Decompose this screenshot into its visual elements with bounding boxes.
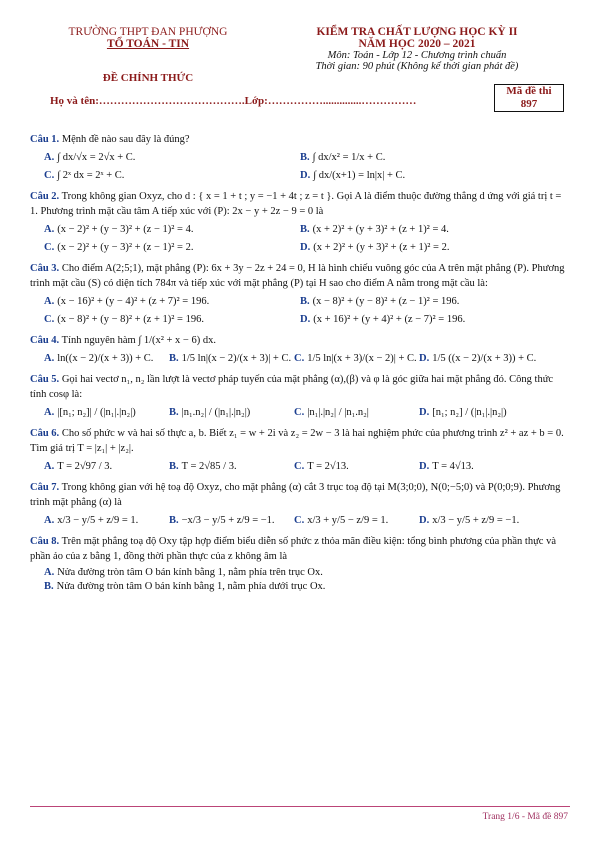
option-a: A. (x − 16)² + (y − 4)² + (z + 7)² = 196. bbox=[44, 296, 210, 307]
option-a: A. Nửa đường tròn tâm O bán kính bằng 1, nằm phía trên trục Ox. bbox=[44, 567, 323, 578]
question-label: Câu 2. bbox=[30, 191, 60, 202]
option-b: B. ∫ dx/x² = 1/x + C. bbox=[300, 152, 386, 163]
subject-line: Môn: Toán - Lớp 12 - Chương trình chuẩn bbox=[327, 50, 507, 61]
question-6 bbox=[30, 426, 570, 476]
option-c: C. T = 2√13. bbox=[294, 461, 349, 472]
question-text: Mệnh đề nào sau đây là đúng? bbox=[59, 134, 190, 145]
option-c: C. |n₁|.|n₂| / |n₁.n₂| bbox=[294, 407, 369, 418]
question-text: Tính nguyên hàm ∫ 1/(x² + x − 6) dx. bbox=[59, 335, 216, 346]
exam-code-value: 897 bbox=[520, 98, 538, 110]
exam-code-label: Mã đề thi bbox=[506, 85, 552, 97]
exam-title: KIỂM TRA CHẤT LƯỢNG HỌC KỲ II bbox=[316, 26, 518, 38]
page-number: Trang 1/6 - Mã đề 897 bbox=[482, 812, 568, 822]
question-text: Trong không gian Oxyz, cho d : { x = 1 + t ; y = −1 + 4t ; z = t }. Gọi A là điểm thuộc đường thẳng d ứng với giá trị t = 1. Phương trình mặt cầu tâm A tiếp xúc với (P): 2x − y + 2z − 9 = 0 là bbox=[30, 191, 562, 217]
question-text: Cho số phức w và hai số thực a, b. Biết z₁ = w + 2i và z₂ = 2w − 3 là hai nghiệm phức của phương trình z² + az + b = 0. Tìm giá trị T = |z₁| + |z₂|. bbox=[30, 428, 564, 454]
option-b: B. |n₁.n₂| / (|n₁|.|n₂|) bbox=[169, 407, 251, 418]
option-a: A. T = 2√97 / 3. bbox=[44, 461, 113, 472]
option-c: C. x/3 + y/5 − z/9 = 1. bbox=[294, 515, 389, 526]
option-c: C. 1/5 ln|(x + 3)/(x − 2)| + C. bbox=[294, 353, 417, 364]
question-label: Câu 4. bbox=[30, 335, 60, 346]
school-year: NĂM HỌC 2020 – 2021 bbox=[358, 38, 476, 50]
question-5 bbox=[30, 372, 570, 422]
questions-list bbox=[30, 132, 570, 596]
option-b: B. 1/5 ln|(x − 2)/(x + 3)| + C. bbox=[169, 353, 292, 364]
time-line: Thời gian: 90 phút (Không kể thời gian phát đề) bbox=[315, 61, 519, 72]
question-label: Câu 8. bbox=[30, 536, 60, 547]
option-b: B. (x − 8)² + (y − 8)² + (z − 1)² = 196. bbox=[300, 296, 460, 307]
question-4 bbox=[30, 333, 570, 368]
question-2 bbox=[30, 189, 570, 257]
option-d: D. T = 4√13. bbox=[419, 461, 474, 472]
option-a: A. ln((x − 2)/(x + 3)) + C. bbox=[44, 353, 154, 364]
question-label: Câu 1. bbox=[30, 134, 60, 145]
department-name: TỔ TOÁN - TIN bbox=[106, 38, 190, 50]
question-7 bbox=[30, 480, 570, 530]
option-d: D. [n₁; n₂] / (|n₁|.|n₂|) bbox=[419, 407, 507, 418]
option-d: D. x/3 − y/5 + z/9 = −1. bbox=[419, 515, 520, 526]
question-3 bbox=[30, 261, 570, 329]
question-1 bbox=[30, 132, 570, 185]
question-text: Trong không gian với hệ toạ độ Oxyz, cho mặt phẳng (α) cắt 3 trục toạ độ tại M(3;0;0), N(0;−5;0) và P(0;0;9). Phương trình mặt phẳng (α) là bbox=[30, 482, 561, 508]
option-b: B. −x/3 − y/5 + z/9 = −1. bbox=[169, 515, 275, 526]
question-label: Câu 3. bbox=[30, 263, 60, 274]
question-label: Câu 6. bbox=[30, 428, 60, 439]
option-d: D. (x + 2)² + (y + 3)² + (z + 1)² = 2. bbox=[300, 242, 450, 253]
question-text: Gọi hai vectơ n₁, n₂ lần lượt là vectơ pháp tuyến của mặt phẳng (α),(β) và φ là góc giữa hai mặt phẳng đó. Công thức tính cosφ là: bbox=[30, 374, 554, 400]
name-class-line: Họ và tên:………………………………….Lớp:……………..............…………… bbox=[50, 95, 417, 107]
question-label: Câu 5. bbox=[30, 374, 60, 385]
option-c: C. (x − 8)² + (y − 8)² + (z + 1)² = 196. bbox=[44, 314, 204, 325]
question-label: Câu 7. bbox=[30, 482, 60, 493]
question-8 bbox=[30, 534, 570, 594]
option-d: D. 1/5 ((x − 2)/(x + 3)) + C. bbox=[419, 353, 537, 364]
option-b: B. Nửa đường tròn tâm O bán kính bằng 1, nằm phía dưới trục Ox. bbox=[44, 581, 326, 592]
option-a: A. |[n₁; n₂]| / (|n₁|.|n₂|) bbox=[44, 407, 136, 418]
option-c: C. (x − 2)² + (y − 3)² + (z − 1)² = 2. bbox=[44, 242, 194, 253]
option-d: D. ∫ dx/(x+1) = ln|x| + C. bbox=[300, 170, 406, 181]
option-a: A. x/3 − y/5 + z/9 = 1. bbox=[44, 515, 139, 526]
header-left bbox=[38, 26, 258, 84]
option-c: C. ∫ 2ˣ dx = 2ˣ + C. bbox=[44, 170, 125, 181]
option-b: B. (x + 2)² + (y + 3)² + (z + 1)² = 4. bbox=[300, 224, 449, 235]
option-a: A. ∫ dx/√x = 2√x + C. bbox=[44, 152, 136, 163]
question-text: Trên mặt phẳng toạ độ Oxy tập hợp điểm biểu diễn số phức z thỏa mãn điều kiện: tổng bình phương của phần thực và phần ảo của z bằng 1, đồng thời phần thực của z không âm là bbox=[30, 536, 556, 562]
exam-code-box bbox=[494, 84, 564, 112]
official-label: ĐỀ CHÍNH THỨC bbox=[102, 72, 194, 84]
option-d: D. (x + 16)² + (y + 4)² + (z − 7)² = 196. bbox=[300, 314, 466, 325]
option-a: A. (x − 2)² + (y − 3)² + (z − 1)² = 4. bbox=[44, 224, 194, 235]
header-right bbox=[262, 26, 572, 72]
question-text: Cho điểm A(2;5;1), mặt phẳng (P): 6x + 3y − 2z + 24 = 0, H là hình chiếu vuông góc của A trên mặt phẳng (P). Phương trình mặt cầu (S) có diện tích 784π và tiếp xúc với mặt phẳng (P) tại H sao cho điểm A nằm trong mặt cầu là: bbox=[30, 263, 565, 289]
page-footer bbox=[30, 806, 570, 822]
school-name: TRƯỜNG THPT ĐAN PHƯỢNG bbox=[68, 26, 228, 38]
option-b: B. T = 2√85 / 3. bbox=[169, 461, 237, 472]
